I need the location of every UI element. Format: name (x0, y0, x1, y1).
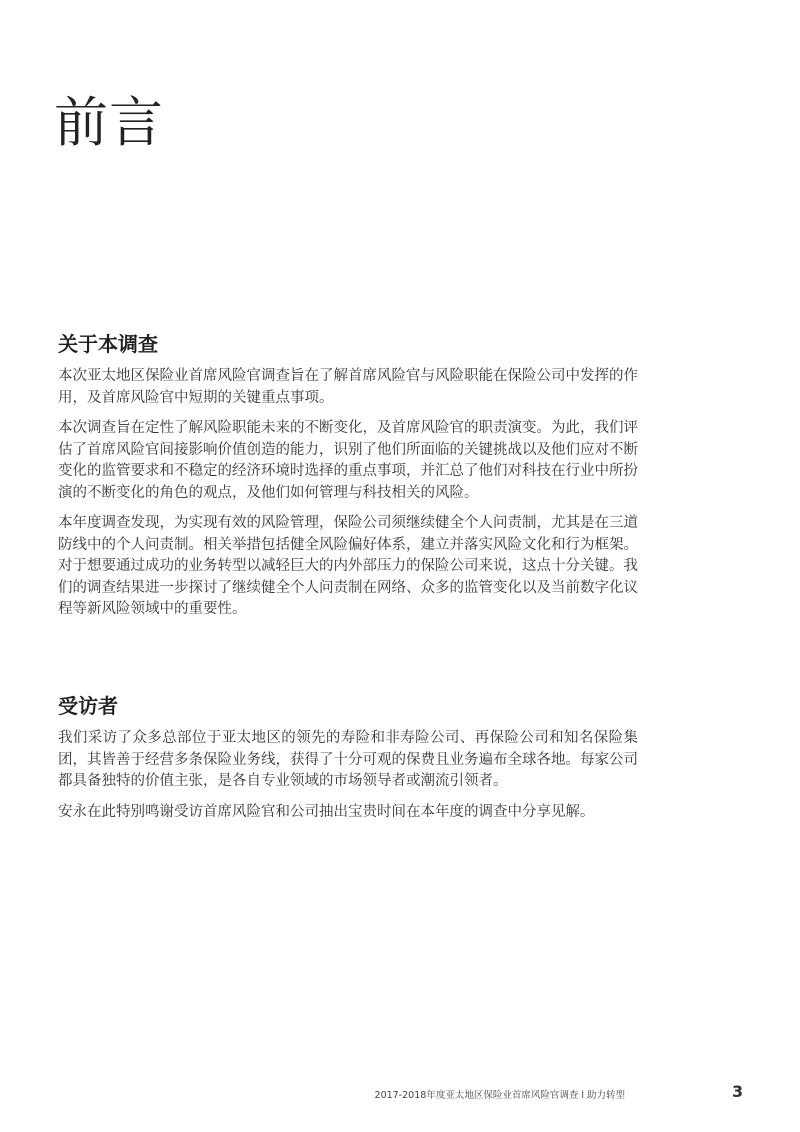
footer-report-title: 2017-2018年度亚太地区保险业首席风险官调查 l 助力转型 (374, 1090, 625, 1101)
about-survey-paragraph-3: 本年度调查发现，为实现有效的风险管理，保险公司须继续健全个人问责制，尤其是在三道防线中的个人问责制。相关举措包括健全风险偏好体系，建立并落实风险文化和行为框架。对于想要通过成功的业务转型以减轻巨大的内外部压力的保险公司来说，这点十分关键。我们的调查结果进一步探讨了继续健全个人问责制在网络、众多的监管变化以及当前数字化议程等新风险领域中的重要性。 (58, 515, 638, 617)
about-survey-paragraph-1: 本次亚太地区保险业首席风险官调查旨在了解首席风险官与风险职能在保险公司中发挥的作用，及首席风险官中短期的关键重点事项。 (58, 368, 638, 406)
about-survey-paragraph-2: 本次调查旨在定性了解风险职能未来的不断变化，及首席风险官的职责演变。为此，我们评估了首席风险官间接影响价值创造的能力，识别了他们所面临的关键挑战以及他们应对不断变化的监管要求和不稳定的经济环境时选择的重点事项，并汇总了他们对科技在行业中所扮演的不断变化的角色的观点，及他们如何管理与科技相关的风险。 (58, 420, 638, 501)
page-number: 3 (732, 1082, 744, 1101)
about-survey-heading: 关于本调查 (58, 332, 158, 356)
about-survey-section (58, 330, 638, 630)
interviewees-paragraph-1: 我们采访了众多总部位于亚太地区的领先的寿险和非寿险公司、再保险公司和知名保险集团，其皆善于经营多条保险业务线，获得了十分可观的保费且业务遍布全球各地。每家公司都具备独特的价值主张，是各自专业领域的市场领导者或潮流引领者。 (58, 730, 638, 789)
interviewees-section (58, 692, 638, 832)
page-title: 前言 (54, 91, 164, 154)
interviewees-paragraph-2: 安永在此特别鸣谢受访首席风险官和公司抽出宝贵时间在本年度的调查中分享见解。 (58, 803, 595, 820)
interviewees-heading: 受访者 (58, 694, 118, 718)
